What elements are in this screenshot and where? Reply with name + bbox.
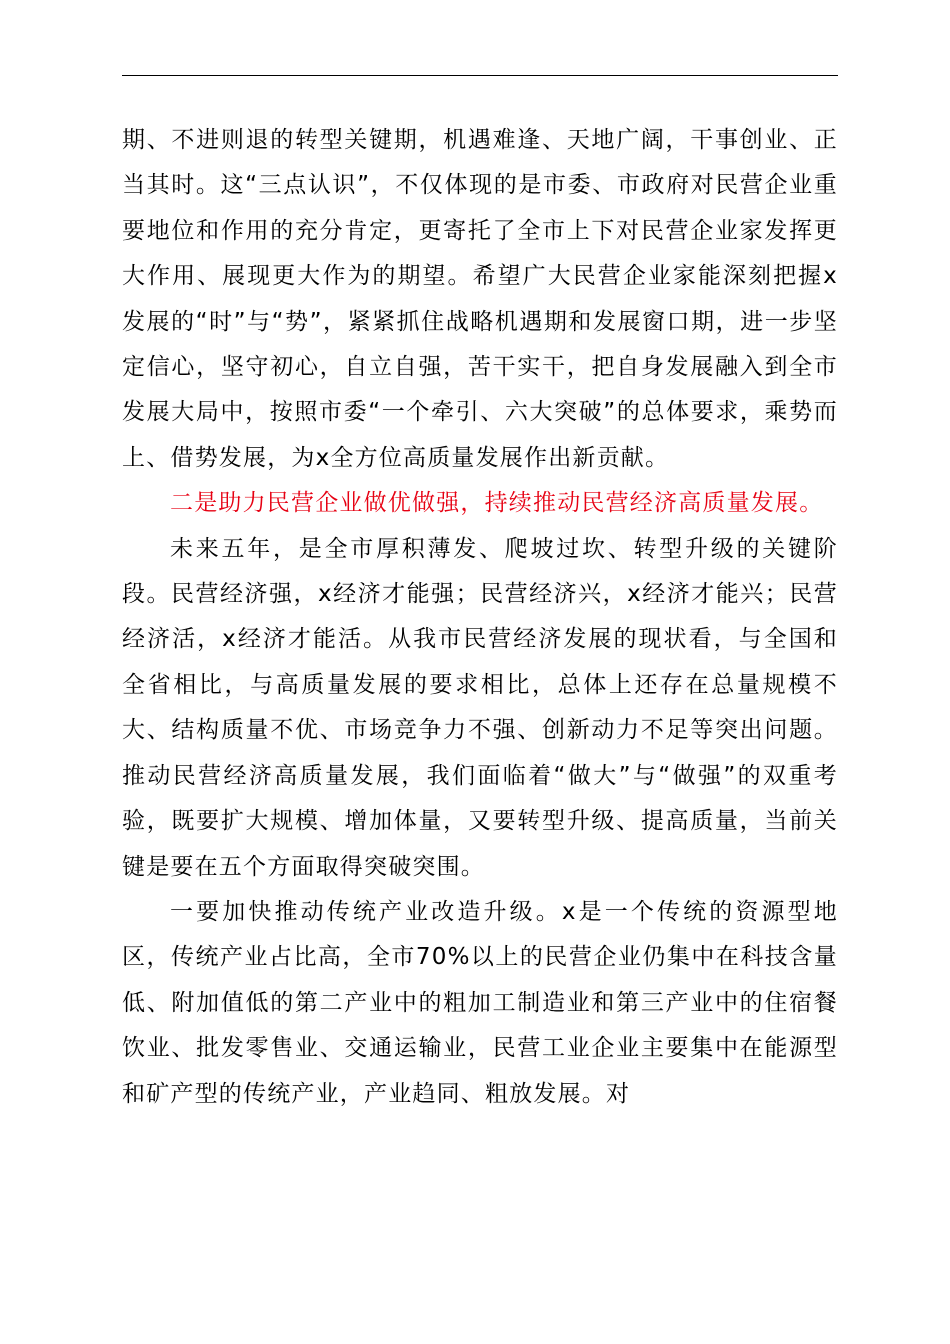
paragraph-continuation: 期、不进则退的转型关键期，机遇难逢、天地广阔，干事创业、正当其时。这“三点认识”，不仅体现的是市委、市政府对民营企业重要地位和作用的充分肯定，更寄托了全市上下对民营企业家发挥更大作用、展现更大作为的期望。希望广大民营企业家能深刻把握x发展的“时”与“势”，紧紧抓住战略机遇期和发展窗口期，进一步坚定信心，坚守初心，自立自强，苦干实干，把自身发展融入到全市发展大局中，按照市委“一个牵引、六大突破”的总体要求，乘势而上、借势发展，为x全方位高质量发展作出新贡献。 xyxy=(122,127,838,471)
header-rule xyxy=(122,75,838,76)
section-heading: 二是助力民营企业做优做强，持续推动民营经济高质量发展。 xyxy=(170,490,824,517)
paragraph-traditional-industry: 一要加快推动传统产业改造升级。x是一个传统的资源型地区，传统产业占比高，全市70%以上的民营企业仍集中在科技含量低、附加值低的第二产业中的粗加工制造业和第三产业中的住宿餐饮业、批发零售业、交通运输业，民营工业企业主要集中在能源型和矿产型的传统产业，产业趋同、粗放发展。对 xyxy=(122,898,838,1107)
document-body xyxy=(122,118,838,1117)
paragraph-five-years: 未来五年，是全市厚积薄发、爬坡过坎、转型升级的关键阶段。民营经济强，x经济才能强；民营经济兴，x经济才能兴；民营经济活，x经济才能活。从我市民营经济发展的现状看，与全国和全省相比，与高质量发展的要求相比，总体上还存在总量规模不大、结构质量不优、市场竞争力不强、创新动力不足等突出问题。推动民营经济高质量发展，我们面临着“做大”与“做强”的双重考验，既要扩大规模、增加体量，又要转型升级、提高质量，当前关键是要在五个方面取得突破突围。 xyxy=(122,535,838,880)
